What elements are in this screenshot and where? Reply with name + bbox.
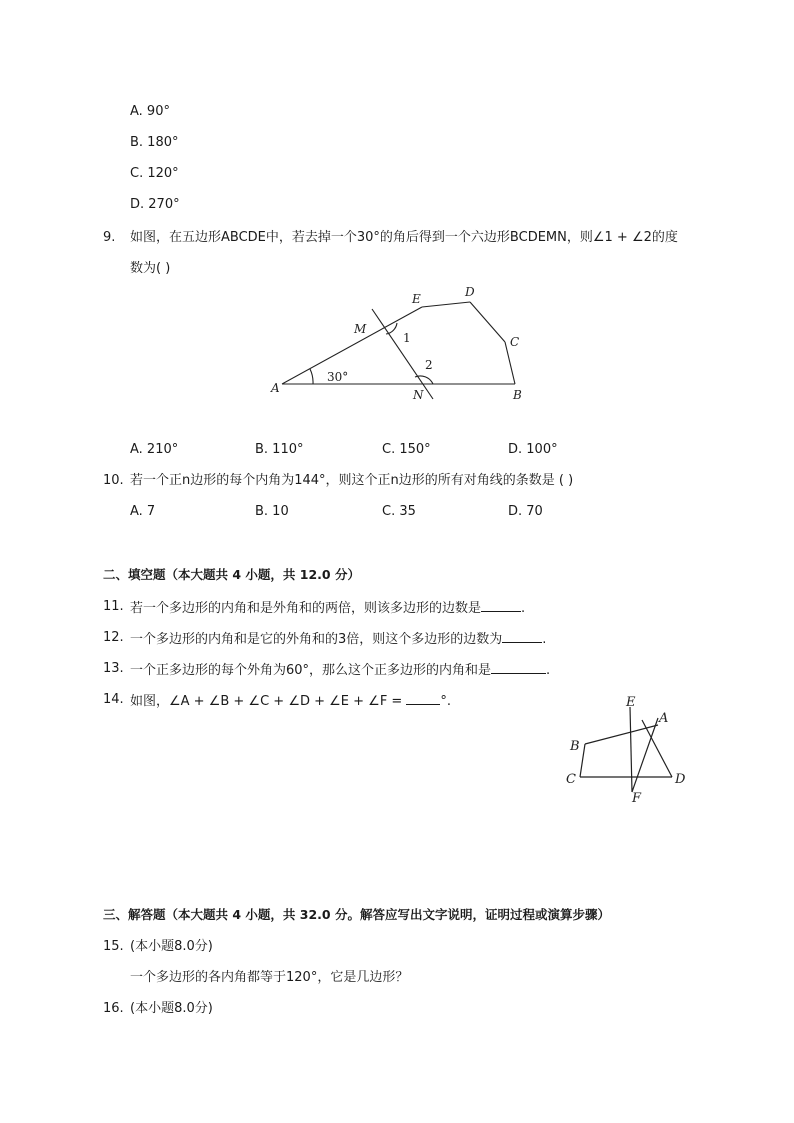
- q9-text-line1: 如图，在五边形ABCDE中，若去掉一个30°的角后得到一个六边形BCDEMN，则∠1 + ∠2的度: [130, 230, 678, 245]
- q10-option-c: C. 35: [382, 504, 416, 519]
- q15-points: (本小题8.0分): [130, 939, 213, 954]
- q8-option-d: D. 270°: [130, 197, 180, 212]
- q9-label-d: D: [465, 285, 475, 299]
- q13-line: [130, 660, 550, 680]
- q9-option-a: A. 210°: [130, 442, 179, 457]
- q13-answer-blank[interactable]: [491, 660, 546, 674]
- q8-option-a: A. 90°: [130, 104, 170, 119]
- q13-number: 13.: [103, 661, 124, 676]
- q12-text: 一个多边形的内角和是它的外角和的3倍，则这个多边形的边数为: [130, 632, 503, 647]
- q9-option-c: C. 150°: [382, 442, 431, 457]
- q11-text: 若一个多边形的内角和是外角和的两倍，则该多边形的边数是: [130, 601, 482, 616]
- q9-text-line2: 数为( ): [130, 261, 171, 276]
- q14-edge-ad: [642, 720, 672, 777]
- q9-label-c: C: [510, 335, 520, 349]
- q9-edge-ea: [282, 307, 422, 384]
- q9-number: 9.: [103, 230, 116, 245]
- q16-points: (本小题8.0分): [130, 1001, 213, 1016]
- q8-option-c: C. 120°: [130, 166, 179, 181]
- q10-option-a: A. 7: [130, 504, 156, 519]
- q14-answer-blank[interactable]: [406, 691, 440, 705]
- q9-edge-de: [422, 302, 470, 307]
- q9-label-angle1: 1: [403, 331, 411, 345]
- q14-edge-bc: [580, 744, 585, 777]
- q12-end: .: [542, 632, 547, 647]
- q9-option-d: D. 100°: [508, 442, 558, 457]
- q14-label-e: E: [626, 695, 636, 710]
- q8-option-b: B. 180°: [130, 135, 179, 150]
- section2-title: 二、填空题（本大题共 4 小题，共 12.0 分）: [103, 567, 360, 582]
- q9-label-e: E: [412, 292, 421, 306]
- q14-label-b: B: [570, 739, 580, 754]
- q14-text: 如图，∠A + ∠B + ∠C + ∠D + ∠E + ∠F =: [130, 694, 403, 709]
- q10-text: 若一个正n边形的每个内角为144°，则这个正n边形的所有对角线的条数是 ( ): [130, 473, 574, 488]
- q9-label-b: B: [513, 388, 522, 402]
- q9-label-a: A: [271, 381, 280, 395]
- q9-option-b: B. 110°: [255, 442, 304, 457]
- q11-number: 11.: [103, 599, 124, 614]
- q12-answer-blank[interactable]: [502, 629, 542, 643]
- q9-cut-line-mn: [372, 309, 433, 399]
- q11-line: [130, 598, 525, 618]
- q13-text: 一个正多边形的每个外角为60°，那么这个正多边形的内角和是: [130, 663, 492, 678]
- q9-label-angle2: 2: [425, 358, 433, 372]
- q9-label-m: M: [354, 322, 367, 336]
- q15-number: 15.: [103, 939, 124, 954]
- q9-label-angle-a: 30°: [327, 370, 349, 384]
- q14-label-d: D: [675, 772, 686, 787]
- section3-title: 三、解答题（本大题共 4 小题，共 32.0 分。解答应写出文字说明，证明过程或演算步骤）: [103, 907, 610, 922]
- q10-number: 10.: [103, 473, 124, 488]
- q14-line: [130, 691, 451, 711]
- q9-pentagon-figure: [265, 282, 535, 407]
- q13-end: .: [546, 663, 551, 678]
- q9-label-n: N: [413, 388, 424, 402]
- q14-figure: [560, 692, 695, 807]
- q11-end: .: [521, 601, 526, 616]
- q9-angle-a-arc: [310, 369, 313, 384]
- q16-number: 16.: [103, 1001, 124, 1016]
- q12-number: 12.: [103, 630, 124, 645]
- q11-answer-blank[interactable]: [481, 598, 521, 612]
- q14-label-c: C: [566, 772, 576, 787]
- q14-end: °.: [440, 694, 451, 709]
- q12-line: [130, 629, 546, 649]
- q9-edge-cd: [470, 302, 505, 342]
- q14-edge-ef: [630, 707, 632, 792]
- q10-option-b: B. 10: [255, 504, 289, 519]
- q15-text: 一个多边形的各内角都等于120°，它是几边形？: [130, 970, 409, 985]
- q14-label-f: F: [632, 791, 642, 806]
- q14-edge-ba: [585, 725, 658, 744]
- q14-number: 14.: [103, 692, 124, 707]
- q14-label-a: A: [659, 711, 669, 726]
- q14-edge-af: [632, 718, 658, 792]
- q10-option-d: D. 70: [508, 504, 543, 519]
